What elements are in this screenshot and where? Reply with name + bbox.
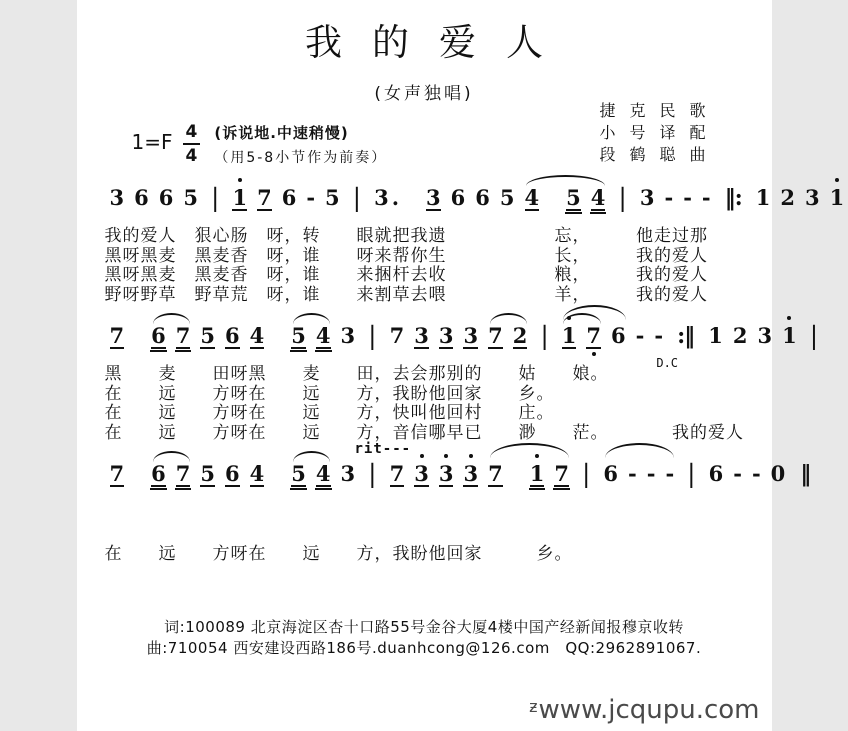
octave-up-dot bbox=[835, 178, 839, 182]
note: 6 bbox=[151, 461, 166, 486]
note: 3 bbox=[109, 185, 125, 210]
note: 6 bbox=[475, 185, 490, 210]
watermark-url: www.jcqupu.com bbox=[538, 695, 760, 725]
note: 4 bbox=[315, 323, 331, 348]
note: 5 bbox=[325, 185, 340, 210]
note: 1 bbox=[232, 185, 247, 211]
note: 1 bbox=[782, 323, 797, 349]
octave-up-dot bbox=[420, 454, 424, 458]
note: 7 bbox=[389, 323, 405, 348]
slur-arc bbox=[490, 443, 569, 458]
time-signature-numerator: 4 bbox=[183, 122, 201, 145]
octave-up-dot bbox=[444, 454, 448, 458]
note: 1 bbox=[708, 323, 723, 348]
note: 7 bbox=[488, 461, 503, 486]
watermark bbox=[529, 695, 759, 725]
music-line-1 bbox=[105, 167, 845, 227]
note: 0 bbox=[770, 461, 786, 486]
lyric-line: 黑呀黑麦 黑麦香 呀，谁 来捆杆去收 粮， 我的爱人 bbox=[104, 265, 708, 285]
lyrics-block-1 bbox=[105, 227, 772, 305]
octave-down-dot bbox=[592, 352, 596, 356]
note: 3 bbox=[757, 323, 773, 348]
note: 5 bbox=[291, 461, 306, 486]
note-dash: - bbox=[751, 461, 761, 486]
lyric-line: 在 远 方呀在 远 方，音信哪早已 渺 茫。 我的爱人 bbox=[104, 422, 744, 443]
note: 6 bbox=[611, 323, 626, 348]
slur-arc bbox=[153, 313, 190, 324]
note: 3 bbox=[463, 461, 478, 487]
note-dash: - bbox=[306, 185, 316, 210]
slur-arc bbox=[490, 313, 527, 324]
time-signature bbox=[183, 122, 201, 166]
note: 4 bbox=[590, 185, 606, 210]
song-title: 我的爱人 bbox=[305, 21, 573, 64]
sheet-music-page bbox=[77, 0, 845, 731]
note-dash: - bbox=[733, 461, 742, 486]
lyric-line: 黑 麦 田呀黑 麦 田，去会那别的 姑 娘。 bbox=[104, 364, 609, 384]
note: 4 bbox=[249, 323, 265, 348]
note: 7 bbox=[175, 323, 191, 348]
slur-arc bbox=[526, 175, 605, 186]
note-dash: - bbox=[664, 185, 674, 210]
note: 4 bbox=[524, 185, 540, 210]
note: 1 bbox=[755, 185, 771, 210]
credit-composer: 段鹤聪曲 bbox=[599, 145, 720, 164]
note: 7 bbox=[257, 185, 272, 210]
note: 2 bbox=[732, 323, 748, 348]
note: 5 bbox=[566, 185, 581, 210]
note: 3 bbox=[414, 461, 429, 487]
note: 7 bbox=[488, 323, 503, 348]
octave-up-dot bbox=[238, 178, 242, 182]
note: 7 bbox=[109, 323, 125, 348]
tempo-block bbox=[214, 120, 387, 167]
note: 1 bbox=[830, 185, 845, 211]
lyric-line: 我的爱人 狠心肠 呀，转 眼就把我遗 忘， 他走过那 bbox=[104, 226, 708, 246]
note: 5 bbox=[291, 323, 306, 348]
lyric-line: 在 远 方呀在 远 方，我盼他回家 乡。 bbox=[104, 383, 555, 404]
barline: | bbox=[368, 321, 377, 350]
barline: | bbox=[809, 321, 819, 350]
lyric-line: 黑呀黑麦 黑麦香 呀，谁 呀来帮你生 长， 我的爱人 bbox=[104, 245, 708, 266]
note: 5 bbox=[183, 185, 198, 210]
credit-origin: 捷克民歌 bbox=[599, 101, 720, 120]
barline: | bbox=[687, 459, 696, 488]
barline: | bbox=[211, 183, 220, 212]
publisher-footer bbox=[77, 617, 772, 659]
slur-arc bbox=[293, 313, 330, 324]
note: 3 bbox=[340, 461, 356, 486]
lyrics-block-3 bbox=[105, 545, 772, 565]
note: 6 bbox=[450, 185, 466, 210]
note: 6 bbox=[708, 461, 724, 486]
note: 3 bbox=[438, 323, 454, 348]
note: 1 bbox=[530, 461, 545, 487]
slur-arc bbox=[563, 305, 626, 320]
note: 5 bbox=[200, 461, 215, 486]
note: 1 bbox=[562, 323, 577, 349]
note: 7 bbox=[109, 461, 125, 486]
lyricist-address: 词:100089 北京海淀区杏十口路55号金谷大厦4楼中国产经新闻报穆京收转 bbox=[164, 617, 684, 636]
note-dash: - bbox=[683, 185, 692, 210]
octave-up-dot bbox=[469, 454, 473, 458]
slur-arc bbox=[605, 443, 674, 458]
note: 2 bbox=[512, 323, 528, 348]
note: 3 bbox=[805, 185, 820, 210]
barline: | bbox=[540, 321, 549, 350]
note-dash: - bbox=[635, 323, 645, 348]
note-dash: - D.C bbox=[654, 323, 663, 349]
octave-up-dot bbox=[787, 316, 791, 320]
slur-arc bbox=[293, 451, 330, 462]
note: 6 bbox=[134, 185, 149, 210]
note: 3 bbox=[426, 185, 441, 210]
note-dash: - bbox=[646, 461, 656, 486]
song-subtitle: (女声独唱) bbox=[374, 84, 474, 104]
music-line-3 bbox=[105, 441, 812, 503]
composer-address: 曲:710054 西安建设西路186号.duanhcong@126.com QQ:2962891067. bbox=[146, 638, 702, 657]
time-signature-denominator: 4 bbox=[185, 146, 198, 166]
barline: | bbox=[352, 183, 362, 212]
note: 6 bbox=[603, 461, 618, 486]
note: 4 bbox=[249, 461, 265, 486]
prelude-note: （用5-8小节作为前奏） bbox=[214, 150, 388, 166]
note: 3 bbox=[340, 323, 356, 348]
music-line-2 bbox=[105, 305, 819, 370]
credits-block bbox=[599, 100, 719, 166]
credit-translator: 小号译配 bbox=[599, 123, 720, 142]
barline: | bbox=[618, 183, 627, 212]
note: 3 bbox=[439, 461, 454, 487]
note: 6 bbox=[225, 323, 240, 348]
augmentation-dot: . bbox=[391, 185, 400, 210]
note: 7 bbox=[175, 461, 191, 486]
note: 3 bbox=[463, 323, 479, 348]
note: 6 bbox=[281, 185, 297, 210]
barline: | bbox=[368, 459, 377, 488]
rit-marking: rit--- bbox=[354, 441, 412, 457]
lyric-line: 在 远 方呀在 远 方，我盼他回家 乡。 bbox=[104, 544, 573, 564]
tempo-marking: (诉说地.中速稍慢) bbox=[214, 124, 349, 142]
slur-arc bbox=[153, 451, 190, 462]
note: 3 bbox=[639, 185, 655, 210]
note: 4 bbox=[315, 461, 331, 486]
note: 6 bbox=[158, 185, 174, 210]
key-signature: 1=F bbox=[131, 130, 173, 154]
note: 3 . bbox=[374, 185, 400, 210]
barline: | bbox=[581, 459, 591, 488]
note: 6 bbox=[225, 461, 240, 486]
note: 7 bbox=[389, 461, 405, 486]
lyric-line: 野呀野草 野草荒 呀，谁 来割草去喂 羊， 我的爱人 bbox=[104, 284, 708, 305]
note-dash: - bbox=[701, 185, 711, 210]
note: 6 bbox=[151, 323, 166, 348]
lyric-line: 在 远 方呀在 远 方，快叫他回村 庄。 bbox=[104, 403, 555, 423]
lyrics-block-2 bbox=[105, 365, 772, 443]
note: 5 bbox=[200, 323, 215, 348]
note: 2 bbox=[780, 185, 795, 210]
jcqupu-logo-icon: ƶ bbox=[529, 697, 538, 716]
note: 5 bbox=[499, 185, 515, 210]
barline: ‖ bbox=[800, 461, 812, 487]
note: 7 bbox=[554, 461, 569, 486]
dc-marking: D.C bbox=[656, 356, 679, 370]
barline: ‖: bbox=[724, 185, 742, 211]
note: 3 bbox=[414, 323, 429, 348]
note: 7 bbox=[586, 323, 601, 349]
barline: :‖ bbox=[677, 323, 695, 349]
note-dash: - bbox=[628, 461, 637, 486]
note-dash: - bbox=[665, 461, 675, 486]
